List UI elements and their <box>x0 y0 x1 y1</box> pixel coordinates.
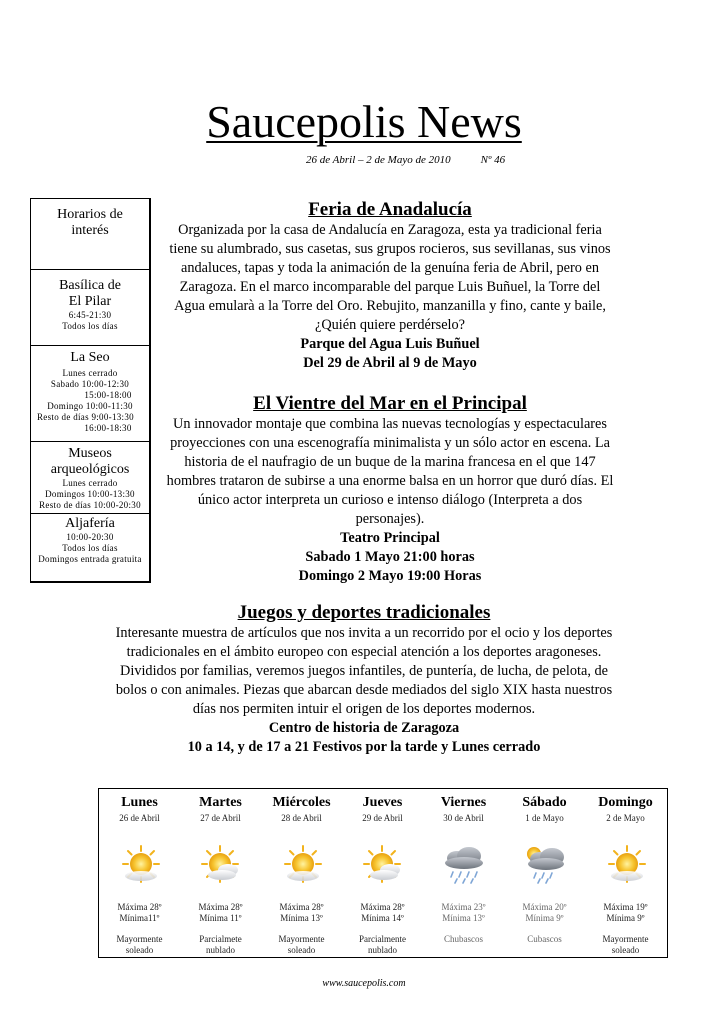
article-juegos <box>100 602 628 757</box>
forecast-day-name: Lunes <box>121 795 158 810</box>
forecast-min: Mínima11º <box>119 913 160 923</box>
sidebar-header <box>31 207 149 269</box>
forecast-date: 26 de Abril <box>119 813 160 823</box>
article-line: días nos permiten intuir el origen de los deportes modernos. <box>192 701 536 717</box>
forecast-desc: nublado <box>206 945 235 955</box>
forecast-date: 29 de Abril <box>362 813 403 823</box>
forecast-max: Máxima 28º <box>198 902 243 912</box>
article-title: El Vientre del Mar en el Principal <box>253 393 527 414</box>
newspaper-title: Saucepolis News <box>206 96 522 147</box>
schedule-line: Lunes cerrado <box>62 478 118 488</box>
schedule-title: Aljafería <box>65 516 115 531</box>
forecast-desc: soleado <box>287 945 316 955</box>
forecast-desc: Mayormente <box>278 934 325 944</box>
schedule-title: Museos <box>68 446 112 461</box>
forecast-max: Máxima 28º <box>360 902 405 912</box>
article-body <box>100 624 628 757</box>
forecast-desc: Cubascos <box>527 934 562 944</box>
article-line: hombres trataron de subirse a una enorme balsa en un horror que duró días. El <box>166 473 614 489</box>
sun-cloud-icon <box>360 844 406 884</box>
schedule-aljaferia <box>31 513 149 580</box>
forecast-min: Mínima 13º <box>280 913 323 923</box>
schedule-line: Todos los días <box>62 543 118 553</box>
article-line: personajes). <box>355 511 425 527</box>
sun-cloud-icon <box>603 844 649 884</box>
weather-forecast <box>98 788 668 958</box>
article-line: tradicionales en el ámbito europeo con especial atención a los deportes aragoneses. <box>126 644 602 660</box>
article-line: Divididos por familias, veremos juegos infantiles, de puntería, de lucha, de pelota, de <box>120 663 608 679</box>
sun-rain-cloud-icon <box>522 844 568 884</box>
footer-url: www.saucepolis.com <box>322 978 406 989</box>
forecast-day-name: Viernes <box>440 795 487 810</box>
forecast-max: Máxima 28º <box>117 902 162 912</box>
sun-cloud-icon <box>279 844 325 884</box>
forecast-date: 2 de Mayo <box>606 813 645 823</box>
article-line: Interesante muestra de artículos que nos invita a un recorrido por el ocio y los deportes <box>115 625 613 641</box>
rain-cloud-icon <box>441 844 487 884</box>
forecast-date: 1 de Mayo <box>525 813 564 823</box>
forecast-min: Mínima 13º <box>442 913 485 923</box>
forecast-min: Mínima 9º <box>606 913 645 923</box>
forecast-desc: Chubascos <box>444 934 483 944</box>
schedule-line: 16:00-18:30 <box>84 423 132 433</box>
forecast-day <box>99 789 180 957</box>
schedule-museos <box>31 441 149 514</box>
forecast-desc: Parcialmente <box>359 934 406 944</box>
schedule-pilar <box>31 269 149 344</box>
schedule-title: Basílica de <box>59 278 121 293</box>
schedule-line: Sabado 10:00-12:30 <box>50 379 130 389</box>
article-body <box>160 415 620 586</box>
forecast-max: Máxima 19º <box>603 902 648 912</box>
schedule-line: Todos los días <box>62 321 118 331</box>
article-title: Juegos y deportes tradicionales <box>237 602 491 623</box>
schedule-line: Resto de días 9:00-13:30 <box>37 412 134 422</box>
article-line: único actor interpreta un curioso e intenso diálogo (Interpreta a dos <box>197 492 583 508</box>
schedule-line: Lunes cerrado <box>62 368 118 378</box>
forecast-date: 28 de Abril <box>281 813 322 823</box>
schedule-line: 6:45-21:30 <box>68 310 112 320</box>
forecast-min: Mínima 11º <box>199 913 242 923</box>
issue-dates <box>306 154 505 166</box>
forecast-day <box>180 789 261 957</box>
forecast-day <box>342 789 423 957</box>
schedule-title: arqueológicos <box>50 462 130 477</box>
forecast-day <box>585 789 666 957</box>
forecast-desc: nublado <box>368 945 397 955</box>
forecast-min: Mínima 14º <box>361 913 404 923</box>
sidebar-header-line: Horarios de <box>57 207 123 222</box>
forecast-day <box>423 789 504 957</box>
schedule-line: Domingos entrada gratuita <box>38 554 142 564</box>
sun-cloud-icon <box>198 844 244 884</box>
schedule-line: Domingo 10:00-11:30 <box>47 401 133 411</box>
article-body <box>160 221 620 373</box>
article-vientre-del-mar <box>160 393 620 586</box>
article-line: tiene su alumbrado, sus casetas, sus grupos rocieros, sus sevillanas, sus vinos <box>169 241 611 257</box>
schedule-title: El Pilar <box>68 294 112 309</box>
forecast-max: Máxima 23º <box>441 902 486 912</box>
article-hours: 10 a 14, y de 17 a 21 Festivos por la tarde y Lunes cerrado <box>187 739 541 755</box>
article-date: Sabado 1 Mayo 21:00 horas <box>305 549 475 565</box>
forecast-day <box>261 789 342 957</box>
forecast-desc: soleado <box>611 945 640 955</box>
forecast-date: 27 de Abril <box>200 813 241 823</box>
forecast-date: 30 de Abril <box>443 813 484 823</box>
forecast-day-name: Miércoles <box>272 795 331 810</box>
schedule-line: Domingos 10:00-13:30 <box>45 489 135 499</box>
article-line: ¿Quién quiere perdérselo? <box>314 317 466 333</box>
forecast-desc: soleado <box>125 945 154 955</box>
forecast-day-name: Domingo <box>598 795 653 810</box>
article-line: Organizada por la casa de Andalucía en Zaragoza, esta ya tradicional feria <box>178 222 602 238</box>
article-line: proyecciones con una escenografía minimalista y un sólo actor en escena. La <box>170 435 610 451</box>
forecast-max: Máxima 28º <box>279 902 324 912</box>
forecast-day-name: Sábado <box>522 795 567 810</box>
article-date: Domingo 2 Mayo 19:00 Horas <box>298 568 482 584</box>
article-venue: Parque del Agua Luis Buñuel <box>300 336 480 352</box>
sidebar-header-line: interés <box>71 223 109 238</box>
forecast-min: Mínima 9º <box>525 913 564 923</box>
article-line: historia de el naufragio de un buque de la marina francesa en el que 147 <box>184 454 596 470</box>
article-title: Feria de Anadalucía <box>308 199 472 220</box>
schedule-line: Resto de días 10:00-20:30 <box>39 500 141 510</box>
issue-number: Nº 46 <box>480 154 506 166</box>
article-feria <box>160 199 620 373</box>
article-line: Agua emularà a la Torre del Oro. Rebujito, manzanilla y fino, cante y baile, <box>174 298 606 314</box>
forecast-desc: Parcialmete <box>199 934 242 944</box>
article-line: Un innovador montaje que combina las nuevas tecnologías y espectaculares <box>173 416 607 432</box>
article-line: andaluces, tapas y toda la animación de la genuína feria de Abril, pero en <box>180 260 600 276</box>
forecast-day <box>504 789 585 957</box>
forecast-desc: Mayormente <box>116 934 163 944</box>
article-dates: Del 29 de Abril al 9 de Mayo <box>303 355 477 371</box>
schedules-sidebar <box>30 198 151 583</box>
forecast-day-name: Martes <box>199 795 242 810</box>
article-line: bolos o con animales. Piezas que abarcan desde mediados del siglo XIX hasta nuestros <box>115 682 613 698</box>
forecast-max: Máxima 20º <box>522 902 567 912</box>
sun-cloud-icon <box>117 844 163 884</box>
article-venue: Teatro Principal <box>340 530 440 546</box>
schedule-title: La Seo <box>70 350 110 365</box>
forecast-day-name: Jueves <box>362 795 403 810</box>
schedule-line: 10:00-20:30 <box>66 532 114 542</box>
schedule-line: 15:00-18:00 <box>84 390 132 400</box>
date-range: 26 de Abril – 2 de Mayo de 2010 <box>306 154 451 166</box>
article-venue: Centro de historia de Zaragoza <box>268 720 460 736</box>
forecast-desc: Mayormente <box>602 934 649 944</box>
schedule-seo <box>31 345 149 442</box>
article-line: Zaragoza. En el marco incomparable del parque Luis Buñuel, la Torre del <box>179 279 601 295</box>
